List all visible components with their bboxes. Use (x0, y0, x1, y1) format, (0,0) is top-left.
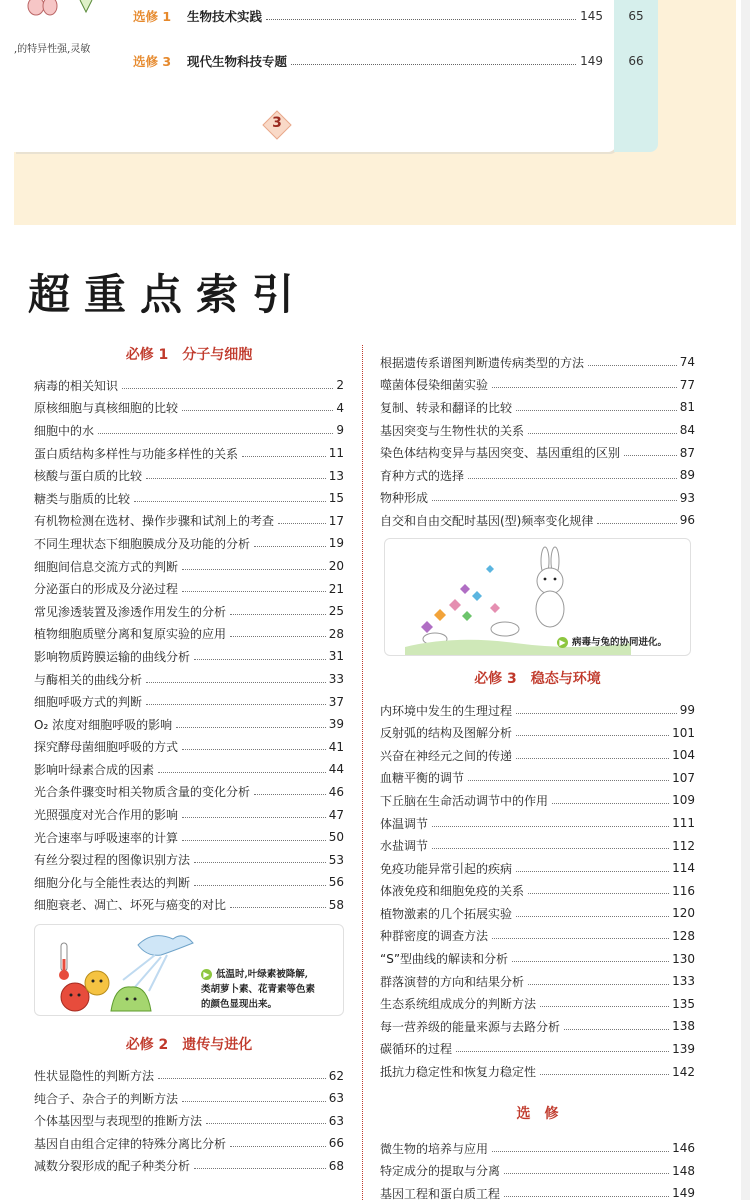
index-entry-title: 植物激素的几个拓展实验 (380, 906, 513, 921)
toc-row-elective-3[interactable] (133, 50, 603, 72)
index-entry-page: 66 (328, 1136, 344, 1151)
page-edge (741, 0, 750, 1200)
dot-leader (597, 523, 676, 524)
dot-leader (122, 388, 333, 389)
toc-module: 选修 1 (133, 9, 172, 24)
index-entry-page: 142 (672, 1064, 695, 1079)
dot-leader (182, 410, 333, 411)
dot-leader (194, 862, 326, 863)
dot-leader (516, 916, 669, 917)
index-entry-title: 基因突变与生物性状的关系 (380, 423, 525, 438)
dot-leader (182, 840, 326, 841)
index-entry[interactable] (34, 397, 344, 420)
index-entry[interactable] (380, 1182, 695, 1200)
index-entry-page: 17 (328, 513, 344, 528)
index-entry-page: 120 (672, 906, 695, 921)
index-entry-title: 光照强度对光合作用的影响 (34, 808, 179, 823)
caption-line: 低温时,叶绿素被降解, (216, 969, 309, 981)
picture-virus-rabbit (384, 538, 691, 656)
index-entry[interactable] (34, 803, 344, 826)
index-entry-title: 每一营养级的能量来源与去路分析 (380, 1019, 561, 1034)
index-entry-title: 糖类与脂质的比较 (34, 491, 131, 506)
section-heading-required-3: 必修 3 稳态与环境 (474, 670, 601, 687)
dot-leader (230, 614, 326, 615)
index-list-required-2-continued (380, 351, 695, 532)
index-entry[interactable] (34, 555, 344, 578)
dot-leader (492, 938, 669, 939)
index-entry-title: 个体基因型与表现型的推断方法 (34, 1114, 203, 1129)
index-entry-page: 4 (336, 400, 344, 415)
dot-leader (588, 365, 677, 366)
index-entry[interactable] (34, 713, 344, 736)
index-entry[interactable] (34, 464, 344, 487)
index-entry-title: 影响叶绿素合成的因素 (34, 762, 155, 777)
dot-leader (516, 735, 669, 736)
previous-page-note: ,的特异性强,灵敏 (14, 44, 91, 55)
index-entry-page: 74 (679, 355, 695, 370)
index-entry[interactable] (380, 464, 695, 487)
index-entry[interactable] (380, 509, 695, 532)
index-entry-page: 128 (672, 928, 695, 943)
dot-leader (512, 961, 669, 962)
index-entry-page: 46 (328, 784, 344, 799)
index-entry-page: 33 (328, 672, 344, 687)
index-entry-page: 111 (672, 816, 695, 831)
index-entry-page: 53 (328, 852, 344, 867)
index-entry-title: 病毒的相关知识 (34, 378, 119, 393)
index-entry-title: 群落演替的方向和结果分析 (380, 974, 525, 989)
index-entry[interactable] (380, 396, 695, 419)
index-entry-title: 下丘脑在生命活动调节中的作用 (380, 793, 549, 808)
index-entry[interactable] (380, 1015, 695, 1038)
index-entry-title: 免疫功能异常引起的疾病 (380, 861, 513, 876)
index-entry-page: 13 (328, 468, 344, 483)
column-divider (362, 345, 363, 1200)
toc-title: 生物技术实践 (187, 9, 263, 24)
index-entry[interactable] (34, 1132, 344, 1155)
dot-leader (492, 1151, 669, 1152)
index-entry-title: 复制、转录和翻译的比较 (380, 400, 513, 415)
dot-leader (432, 500, 677, 501)
index-entry[interactable] (380, 857, 695, 880)
index-entry[interactable] (34, 1064, 344, 1087)
index-entry[interactable] (34, 623, 344, 646)
dot-leader (242, 456, 326, 457)
index-entry-title: 常见渗透装置及渗透作用发生的分析 (34, 604, 227, 619)
index-entry[interactable] (34, 826, 344, 849)
index-entry-title: 物种形成 (380, 491, 429, 506)
index-entry-page: 28 (328, 626, 344, 641)
index-entry[interactable] (34, 645, 344, 668)
caption-line: 的颜色显现出来。 (201, 999, 278, 1011)
toc-row-elective-1[interactable] (133, 5, 603, 27)
index-entry-title: 自交和自由交配时基因(型)频率变化规律 (380, 513, 594, 528)
picture-caption (201, 967, 315, 1012)
index-entry-title: “S”型曲线的解读和分析 (380, 952, 509, 967)
index-list-required-2 (34, 1064, 344, 1177)
index-entry-page: 107 (672, 770, 695, 785)
index-entry-page: 63 (328, 1091, 344, 1106)
dot-leader (468, 478, 677, 479)
index-entry-title: 植物细胞质壁分离和复原实验的应用 (34, 627, 227, 642)
index-entry-title: 蛋白质结构多样性与功能多样性的关系 (34, 446, 239, 461)
dot-leader (266, 19, 576, 20)
dot-leader (146, 704, 326, 705)
index-entry-title: 不同生理状态下细胞膜成分及功能的分析 (34, 536, 251, 551)
index-entry[interactable] (34, 487, 344, 510)
index-entry-page: 133 (672, 974, 695, 989)
index-entry[interactable] (380, 441, 695, 464)
index-entry[interactable] (380, 880, 695, 903)
dot-leader (206, 1123, 326, 1124)
index-entry[interactable] (380, 1060, 695, 1083)
index-entry[interactable] (34, 758, 344, 781)
index-entry-page: 149 (672, 1186, 695, 1200)
dot-leader (468, 780, 669, 781)
toc-page: 149 (580, 54, 603, 68)
index-entry[interactable] (380, 902, 695, 925)
index-entry[interactable] (34, 374, 344, 397)
index-entry[interactable] (34, 1087, 344, 1110)
index-entry-title: 种群密度的调查方法 (380, 929, 489, 944)
index-entry-page: 84 (679, 423, 695, 438)
index-list-required-3 (380, 699, 695, 1083)
index-entry[interactable] (34, 781, 344, 804)
index-entry-page: 58 (328, 897, 344, 912)
index-list-elective (380, 1137, 695, 1200)
index-entry-title: 纯合子、杂合子的判断方法 (34, 1091, 179, 1106)
index-entry[interactable] (380, 789, 695, 812)
dot-leader (194, 659, 326, 660)
index-entry-page: 104 (672, 748, 695, 763)
index-entry-title: 有丝分裂过程的图像识别方法 (34, 853, 191, 868)
dot-leader (540, 1074, 669, 1075)
index-entry-page: 81 (679, 400, 695, 415)
dot-leader (134, 501, 326, 502)
section-heading-required-2: 必修 2 遗传与进化 (125, 1037, 253, 1054)
toc-page: 145 (580, 9, 603, 23)
index-entry[interactable] (380, 699, 695, 722)
index-entry-page: 135 (672, 996, 695, 1011)
index-entry-title: 微生物的培养与应用 (380, 1141, 489, 1156)
left-column (34, 340, 344, 1177)
cold-fruit-illustration (43, 925, 223, 1016)
index-entry[interactable] (380, 487, 695, 510)
page-title: 超重点索引 (28, 270, 309, 319)
index-entry-title: 噬菌体侵染细菌实验 (380, 378, 489, 393)
index-entry-page: 44 (328, 762, 344, 777)
index-entry-page: 93 (679, 490, 695, 505)
index-entry-page: 21 (328, 581, 344, 596)
dot-leader (432, 826, 669, 827)
index-entry-title: 细胞呼吸方式的判断 (34, 695, 143, 710)
index-entry-title: 兴奋在神经元之间的传递 (380, 748, 513, 763)
dot-leader (528, 433, 677, 434)
dot-leader (492, 387, 677, 388)
index-entry-page: 41 (328, 739, 344, 754)
index-entry-title: 探究酵母菌细胞呼吸的方式 (34, 740, 179, 755)
index-entry-title: O₂ 浓度对细胞呼吸的影响 (34, 717, 173, 732)
index-entry[interactable] (380, 744, 695, 767)
dot-leader (278, 523, 326, 524)
index-entry[interactable] (380, 351, 695, 374)
index-entry-title: 原核细胞与真核细胞的比较 (34, 401, 179, 416)
index-entry-page: 56 (328, 875, 344, 890)
index-entry-title: 特定成分的提取与分离 (380, 1164, 501, 1179)
index-entry-page: 62 (328, 1068, 344, 1083)
index-entry-title: 碳循环的过程 (380, 1042, 453, 1057)
index-entry[interactable] (380, 1159, 695, 1182)
dot-leader (176, 727, 326, 728)
index-entry-page: 20 (328, 559, 344, 574)
index-entry-page: 114 (672, 861, 695, 876)
dot-leader (540, 1006, 669, 1007)
index-entry-page: 77 (679, 377, 695, 392)
index-entry-title: 有机物检测在选材、操作步骤和试剂上的考查 (34, 514, 275, 529)
index-entry[interactable] (34, 600, 344, 623)
index-entry[interactable] (34, 1109, 344, 1132)
dot-leader (158, 1078, 326, 1079)
dot-leader (504, 1173, 669, 1174)
index-entry-page: 99 (679, 703, 695, 718)
toc-side-number: 65 (628, 9, 644, 23)
index-entry-page: 139 (672, 1041, 695, 1056)
picture-cold-leaves (34, 924, 344, 1016)
index-entry[interactable] (380, 812, 695, 835)
dot-leader (254, 794, 326, 795)
index-entry-page: 63 (328, 1113, 344, 1128)
dot-leader (528, 984, 669, 985)
index-entry-title: 细胞衰老、凋亡、坏死与癌变的对比 (34, 898, 227, 913)
index-entry-title: 抵抗力稳定性和恢复力稳定性 (380, 1065, 537, 1080)
index-entry-page: 31 (328, 649, 344, 664)
dot-leader (516, 410, 677, 411)
dot-leader (552, 803, 669, 804)
index-entry-title: 光合条件骤变时相关物质含量的变化分析 (34, 785, 251, 800)
index-entry-page: 39 (328, 717, 344, 732)
page-number: 3 (272, 115, 282, 131)
index-entry-title: 体液免疫和细胞免疫的关系 (380, 884, 525, 899)
index-entry-page: 25 (328, 604, 344, 619)
index-entry-title: 细胞中的水 (34, 423, 95, 438)
arrow-bullet-icon: ▶ (557, 637, 568, 648)
index-entry-page: 101 (672, 725, 695, 740)
index-entry[interactable] (34, 419, 344, 442)
index-entry[interactable] (380, 947, 695, 970)
dot-leader (291, 64, 576, 65)
index-entry[interactable] (380, 419, 695, 442)
index-entry[interactable] (34, 1155, 344, 1178)
index-entry[interactable] (34, 848, 344, 871)
index-entry-title: 细胞分化与全能性表达的判断 (34, 875, 191, 890)
index-entry[interactable] (380, 925, 695, 948)
dot-leader (146, 478, 326, 479)
index-entry-title: 性状显隐性的判断方法 (34, 1069, 155, 1084)
index-entry[interactable] (380, 374, 695, 397)
index-list-required-1 (34, 374, 344, 916)
index-entry-title: 血糖平衡的调节 (380, 771, 465, 786)
index-entry[interactable] (34, 510, 344, 533)
toc-module: 选修 3 (133, 54, 172, 69)
dot-leader (254, 546, 326, 547)
dot-leader (432, 848, 669, 849)
index-entry-page: 112 (672, 838, 695, 853)
index-entry-title: 体温调节 (380, 816, 429, 831)
dot-leader (456, 1051, 669, 1052)
toc-side-number: 66 (628, 54, 644, 68)
index-entry[interactable] (380, 834, 695, 857)
index-entry-page: 47 (328, 807, 344, 822)
section-heading-required-1: 必修 1 分子与细胞 (125, 347, 253, 363)
index-entry-page: 87 (679, 445, 695, 460)
index-entry-title: 光合速率与呼吸速率的计算 (34, 830, 179, 845)
index-entry-page: 11 (328, 446, 344, 461)
index-entry-title: 减数分裂形成的配子种类分析 (34, 1159, 191, 1174)
dot-leader (182, 817, 326, 818)
index-entry-title: 染色体结构变异与基因突变、基因重组的区别 (380, 446, 621, 461)
caption-line: 病毒与兔的协同进化。 (572, 636, 668, 648)
index-entry[interactable] (34, 736, 344, 759)
index-entry-title: 核酸与蛋白质的比较 (34, 469, 143, 484)
caption-line: 类胡萝卜素、花青素等色素 (201, 984, 316, 996)
dot-leader (98, 433, 333, 434)
index-entry-title: 分泌蛋白的形成及分泌过程 (34, 582, 179, 597)
index-entry-title: 育种方式的选择 (380, 468, 465, 483)
index-entry-title: 生态系统组成成分的判断方法 (380, 997, 537, 1012)
dot-leader (230, 907, 326, 908)
dot-leader (564, 1029, 669, 1030)
picture-caption (557, 635, 667, 650)
index-entry-page: 9 (336, 423, 344, 438)
toc-title: 现代生物科技专题 (187, 54, 288, 69)
index-entry-title: 基因工程和蛋白质工程 (380, 1186, 501, 1200)
index-entry[interactable] (380, 767, 695, 790)
index-entry[interactable] (34, 690, 344, 713)
index-entry-title: 内环境中发生的生理过程 (380, 703, 513, 718)
right-column (380, 351, 695, 1200)
index-entry-page: 19 (328, 536, 344, 551)
index-entry-title: 水盐调节 (380, 839, 429, 854)
index-entry-page: 68 (328, 1158, 344, 1173)
arrow-bullet-icon: ▶ (201, 969, 212, 980)
page-number-badge (262, 110, 292, 140)
index-entry-page: 130 (672, 951, 695, 966)
index-entry-title: 影响物质跨膜运输的曲线分析 (34, 649, 191, 664)
dot-leader (624, 455, 677, 456)
index-entry-page: 146 (672, 1141, 695, 1156)
index-entry-page: 89 (679, 468, 695, 483)
index-entry[interactable] (34, 532, 344, 555)
index-entry[interactable] (34, 871, 344, 894)
index-entry[interactable] (34, 442, 344, 465)
dot-leader (158, 772, 326, 773)
index-entry[interactable] (34, 577, 344, 600)
index-entry-page: 96 (679, 513, 695, 528)
section-heading-elective: 选 修 (516, 1105, 559, 1122)
dot-leader (230, 1146, 326, 1147)
index-entry-title: 根据遗传系谱图判断遗传病类型的方法 (380, 355, 585, 370)
index-entry-page: 50 (328, 830, 344, 845)
dot-leader (146, 682, 326, 683)
dot-leader (194, 1168, 326, 1169)
dot-leader (516, 758, 669, 759)
index-entry[interactable] (380, 970, 695, 993)
index-entry[interactable] (380, 1038, 695, 1061)
dot-leader (516, 871, 669, 872)
index-entry[interactable] (380, 1137, 695, 1160)
dot-leader (182, 749, 326, 750)
index-entry[interactable] (380, 721, 695, 744)
index-entry-title: 基因自由组合定律的特殊分离比分析 (34, 1136, 227, 1151)
index-entry-title: 细胞间信息交流方式的判断 (34, 559, 179, 574)
dot-leader (182, 1101, 326, 1102)
index-entry[interactable] (380, 992, 695, 1015)
index-entry-page: 138 (672, 1019, 695, 1034)
index-entry-page: 2 (336, 378, 344, 393)
index-entry[interactable] (34, 668, 344, 691)
dot-leader (504, 1196, 669, 1197)
dot-leader (230, 636, 326, 637)
index-entry-title: 与酶相关的曲线分析 (34, 672, 143, 687)
dot-leader (182, 591, 326, 592)
cartoon-figures-illustration (14, 0, 94, 20)
dot-leader (182, 569, 326, 570)
index-entry-title: 反射弧的结构及图解分析 (380, 726, 513, 741)
dot-leader (516, 713, 677, 714)
index-entry-page: 15 (328, 491, 344, 506)
index-entry[interactable] (34, 894, 344, 917)
index-entry-page: 116 (672, 883, 695, 898)
index-entry-page: 109 (672, 793, 695, 808)
dot-leader (194, 885, 326, 886)
dot-leader (528, 893, 669, 894)
index-entry-page: 148 (672, 1163, 695, 1178)
index-entry-page: 37 (328, 694, 344, 709)
